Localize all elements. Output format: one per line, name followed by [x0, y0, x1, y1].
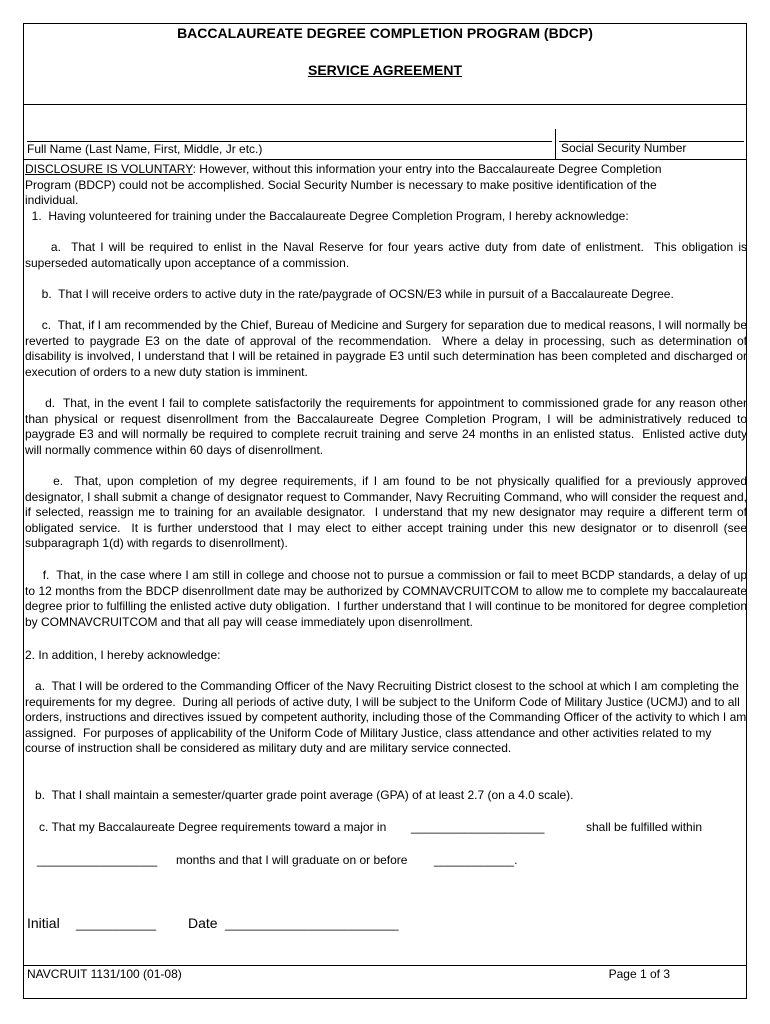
section2-item-b: b. That I shall maintain a semester/quarter grade point average (GPA) of at least 2.7 (on a 4.0 scale).	[25, 788, 574, 802]
section2-item-a: a. That I will be ordered to the Commanding Officer of the Navy Recruiting District closest to the school at which I am completing the requirements for my degree. During all periods of active duty, I will be subject to the Uniform Code of Military Justice (UCMJ) and to all orders, instructions and directives issued by competent authority, including those of the Commanding Officer of the activity to which I am assigned. For purposes of applicability of the Uniform Code of Military Justice, class attendance and other activities related to my course of instruction shall be considered as military duty and are military service connected.	[25, 679, 750, 755]
section1-item-d: d. That, in the event I fail to complete satisfactorily the requirements for appointment to commissioned grade for any reason other than physical or request disenrollment from the Baccalaureate Degree Completion Program, I will be administratively reduced to paygrade E3 and will normally be required to complete recruit training and serve 24 months in an enlisted status. Enlisted active duty will normally commence within 60 days of disenrollment.	[25, 396, 751, 457]
section2-item-c-part3: months and that I will graduate on or before	[176, 853, 408, 867]
months-blank[interactable]: __________________	[37, 853, 158, 867]
section2-intro: 2. In addition, I hereby acknowledge:	[25, 648, 221, 662]
disclosure-lead: DISCLOSURE IS VOLUNTARY	[25, 162, 193, 176]
disclosure-line-1	[25, 162, 747, 178]
header-divider	[24, 104, 746, 105]
full-name-label: Full Name (Last Name, First, Middle, Jr etc.)	[27, 142, 263, 156]
section1-intro: 1. Having volunteered for training under the Baccalaureate Degree Completion Program, I hereby acknowledge:	[25, 209, 629, 223]
form-title: BACCALAUREATE DEGREE COMPLETION PROGRAM (BDCP)	[177, 25, 593, 41]
section1-item-e: e. That, upon completion of my degree requirements, if I am found to be not physically qualified for a previously approved designator, I shall submit a change of designator request to Commander, Navy Recruiting Command, who will consider the request and, if selected, reassign me to training for an available designator. I understand that my new designator may require a different term of obligated service. It is further understood that I may elect to either accept training under this new designator or to disenroll (see subparagraph 1(d) with regards to disenrollment).	[25, 474, 751, 550]
initial-label: Initial	[27, 915, 60, 931]
section1-item-f: f. That, in the case where I am still in college and choose not to pursue a commission or fail to meet BCDP standards, a delay of up to 12 months from the BDCP disenrollment date may be authorized by COMNAVCRUITCOM to allow me to complete my baccalaureate degree prior to fulfilling the enlisted active duty obligation. I further understand that I will continue to be monitored for degree completion by COMNAVCRUITCOM and that all pay will cease immediately upon disenrollment.	[25, 568, 751, 629]
field-divider	[555, 129, 556, 159]
form-number: NAVCRUIT 1131/100 (01-08)	[27, 967, 182, 981]
fields-divider	[24, 159, 746, 160]
section2-item-c-part1: c. That my Baccalaureate Degree requirements toward a major in	[39, 820, 387, 834]
footer-divider	[24, 965, 746, 966]
section1-item-b: b. That I will receive orders to active duty in the rate/paygrade of OCSN/E3 while in pursuit of a Baccalaureate Degree.	[25, 287, 674, 301]
page-number: Page 1 of 3	[608, 967, 670, 981]
section1-item-c: c. That, if I am recommended by the Chief, Bureau of Medicine and Surgery for separation due to medical reasons, I will normally be reverted to paygrade E3 on the date of approval of the recommendation. Where a delay in processing, such as determination of disability is involved, I understand that I will be retained in paygrade E3 until such determination has been completed and discharged or execution of orders to a new duty station is imminent.	[25, 318, 751, 379]
disclosure-line-2: Program (BDCP) could not be accomplished. Social Security Number is necessary to make positive identification of the	[25, 178, 657, 192]
disclosure-line-3: individual.	[25, 193, 79, 207]
graduate-date-blank[interactable]: ____________.	[434, 853, 518, 867]
major-blank[interactable]: ____________________	[411, 820, 545, 834]
date-label: Date	[188, 915, 218, 931]
section1-item-a: a. That I will be required to enlist in the Naval Reserve for four years active duty from date of enlistment. This obligation is superseded automatically upon acceptance of a commission.	[25, 240, 751, 270]
disclosure-line1-rest: : However, without this information your entry into the Baccalaureate Degree Completion	[192, 162, 662, 176]
section2-item-c-part2: shall be fulfilled within	[586, 820, 703, 834]
date-blank[interactable]: __________________________	[225, 917, 399, 931]
form-frame	[23, 23, 751, 999]
form-subtitle: SERVICE AGREEMENT	[307, 62, 463, 78]
initial-blank[interactable]: ____________	[76, 917, 157, 931]
ssn-label: Social Security Number	[561, 141, 687, 155]
